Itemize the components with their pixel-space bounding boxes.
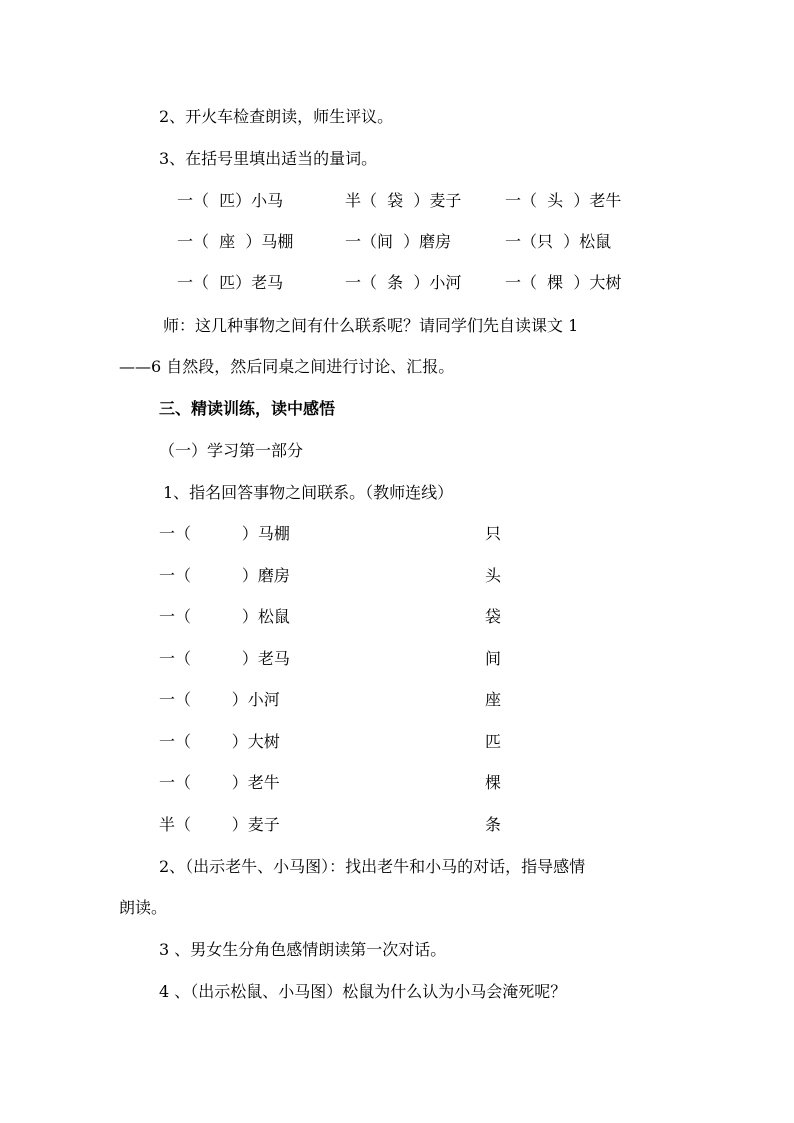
exercise-item: 一（间 ）磨房 xyxy=(345,232,452,251)
step-3b-text: 3 、男女生分角色感情朗读第一次对话。 xyxy=(159,940,447,959)
exercise-item: 一（ 头 ）老牛 xyxy=(505,191,622,210)
match-right: 条 xyxy=(485,815,502,834)
exercise-item: 一（ 匹）老马 xyxy=(177,273,284,292)
step-2-text: 2、开火车检查朗读，师生评议。 xyxy=(159,107,394,126)
match-right: 头 xyxy=(485,566,502,585)
match-right: 座 xyxy=(485,690,502,709)
exercise-item: 一（ 匹）小马 xyxy=(177,191,284,210)
step-3-text: 3、在括号里填出适当的量词。 xyxy=(159,149,378,168)
exercise-item: 一（ 棵 ）大树 xyxy=(505,273,622,292)
match-left: 一（ ）马棚 xyxy=(159,524,290,543)
exercise-item: 一（ 条 ）小河 xyxy=(345,273,462,292)
teacher-prompt: 师：这几种事物之间有什么联系呢？请同学们先自读课文 1 xyxy=(163,316,579,335)
step-2b-text-cont: 朗读。 xyxy=(119,898,168,917)
match-left: 一（ ）大树 xyxy=(159,732,280,751)
match-right: 只 xyxy=(485,524,502,543)
match-left: 一（ ）老马 xyxy=(159,649,290,668)
exercise-item: 一（ 座 ）马棚 xyxy=(177,232,294,251)
match-right: 棵 xyxy=(485,773,502,792)
match-right: 匹 xyxy=(485,732,502,751)
match-left: 一（ ）老牛 xyxy=(159,773,280,792)
exercise-item: 一（只 ）松鼠 xyxy=(505,232,612,251)
teacher-prompt-cont: ——6 自然段，然后同桌之间进行讨论、汇报。 xyxy=(119,357,455,376)
match-left: 一（ ）松鼠 xyxy=(159,607,290,626)
match-right: 间 xyxy=(485,649,502,668)
match-right: 袋 xyxy=(485,607,502,626)
step-1-text: 1、指名回答事物之间联系。（教师连线） xyxy=(163,483,454,502)
step-2b-text: 2、（出示老牛、小马图）：找出老牛和小马的对话，指导感情 xyxy=(159,857,586,876)
step-4-text: 4 、（出示松鼠、小马图）松鼠为什么认为小马会淹死呢？ xyxy=(159,982,567,1001)
subsection-heading: （一）学习第一部分 xyxy=(159,441,304,460)
match-left: 一（ ）小河 xyxy=(159,690,280,709)
match-left: 一（ ）磨房 xyxy=(159,566,290,585)
section-heading: 三、精读训练，读中感悟 xyxy=(159,399,336,418)
match-left: 半（ ）麦子 xyxy=(159,815,280,834)
exercise-item: 半（ 袋 ）麦子 xyxy=(345,191,462,210)
